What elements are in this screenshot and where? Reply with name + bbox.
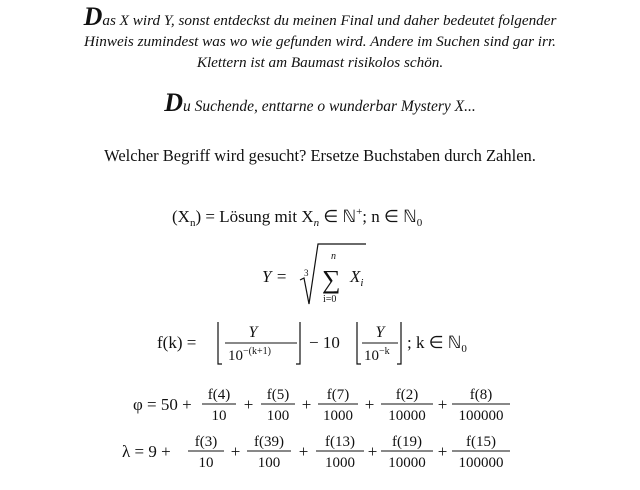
lambda-lhs: λ = 9 + — [122, 442, 171, 461]
lambda-plus: + — [437, 442, 448, 461]
phi-denominator: 1000 — [323, 408, 353, 424]
formula-phi — [133, 387, 510, 424]
intro-paragraph — [0, 2, 640, 73]
floor-left-2 — [357, 322, 361, 364]
lambda-denominator: 1000 — [325, 455, 355, 471]
phi-plus: + — [437, 395, 448, 414]
y-lhs: Y = — [262, 267, 288, 286]
mystery-heading — [0, 88, 640, 117]
lambda-denominator: 100000 — [458, 455, 504, 471]
formula-y — [262, 244, 366, 305]
phi-denominator: 100000 — [458, 408, 504, 424]
lambda-plus: + — [367, 442, 378, 461]
phi-numerator: f(7) — [326, 387, 350, 403]
f-lhs: f(k) = — [157, 333, 197, 352]
drop-cap: D — [83, 2, 103, 31]
formula-block — [0, 194, 640, 486]
intro-line-2: Hinweis zumindest was wo wie gefunden wird. Andere im Suchen sind gar irr. — [84, 33, 556, 50]
phi-numerator: f(5) — [266, 387, 290, 403]
heading-text: u Suchende, enttarne o wunderbar Mystery X... — [183, 98, 476, 115]
lambda-numerator: f(15) — [466, 434, 496, 450]
lambda-numerator: f(3) — [194, 434, 218, 450]
f-num1: Y — [248, 324, 258, 341]
f-den2: $10^{-k}$ — [364, 346, 390, 364]
phi-plus: + — [243, 395, 254, 414]
phi-denominator: 10 — [211, 408, 227, 424]
phi-numerator: f(8) — [469, 387, 493, 403]
lambda-numerator: f(39) — [254, 434, 284, 450]
phi-plus: + — [301, 395, 312, 414]
formulas-svg — [0, 194, 640, 486]
floor-left-1 — [218, 322, 222, 364]
phi-numerator: f(4) — [207, 387, 231, 403]
f-minus-ten: − 10 — [309, 333, 340, 352]
intro-line-3: Klettern ist am Baumast risikolos schön. — [196, 54, 444, 71]
root-index: 3 — [304, 268, 309, 278]
lambda-plus: + — [298, 442, 309, 461]
lambda-denominator: 10 — [198, 455, 214, 471]
phi-denominator: 10000 — [388, 408, 426, 424]
lambda-denominator: 100 — [257, 455, 281, 471]
lambda-plus: + — [230, 442, 241, 461]
formula-sequence — [172, 206, 423, 229]
sum-lower: i=0 — [323, 294, 337, 305]
phi-numerator: f(2) — [395, 387, 419, 403]
phi-lhs: φ = 50 + — [133, 395, 192, 414]
task-question: Welcher Begriff wird gesucht? Ersetze Buchstaben durch Zahlen. — [104, 146, 536, 165]
lambda-denominator: 10000 — [388, 455, 426, 471]
lambda-numerator: f(19) — [392, 434, 422, 450]
formula-f — [157, 322, 467, 364]
sum-upper: n — [331, 251, 336, 262]
sum-symbol: ∑ — [322, 265, 341, 294]
f-num2: Y — [375, 324, 385, 341]
phi-plus: + — [364, 395, 375, 414]
seq-lhs: $(X_n)$ = Lösung mit $X_n$ ∈ ℕ+; n ∈ ℕ$_0$ — [172, 206, 423, 229]
lambda-numerator: f(13) — [325, 434, 355, 450]
heading-drop-cap: D — [164, 88, 184, 117]
formula-lambda — [122, 434, 510, 471]
summand: $X_i$ — [350, 267, 364, 289]
intro-line-1: Das X wird Y, sonst entdeckst du meinen Final und daher bedeutet folgender — [83, 2, 557, 31]
f-den1: $10^{-(k+1)}$ — [228, 346, 271, 364]
phi-denominator: 100 — [266, 408, 290, 424]
f-tail: ; k ∈ ℕ$_0$ — [407, 333, 467, 355]
